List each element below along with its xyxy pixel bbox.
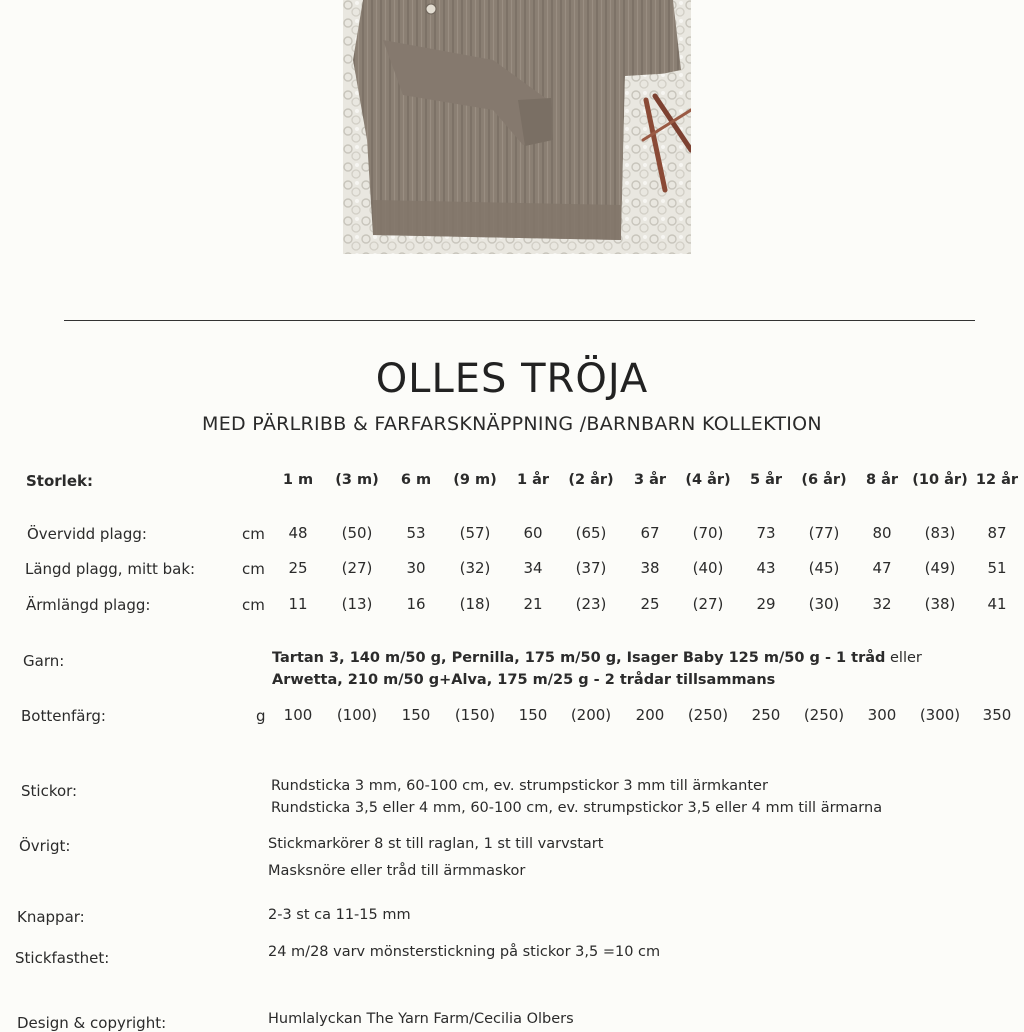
chest-width-cell: 48 (288, 524, 308, 542)
back-length-cell: 43 (756, 559, 776, 577)
base-color-cell: 150 (401, 706, 431, 724)
base-color-cell: 200 (635, 706, 665, 724)
buttons-value: 2-3 st ca 11-15 mm (268, 907, 411, 923)
gauge-value: 24 m/28 varv mönsterstickning på stickor 3,5 =10 cm (268, 944, 661, 960)
sleeve-length-cell: 11 (288, 595, 308, 613)
gauge-label: Stickfasthet: (15, 949, 110, 967)
pattern-title: OLLES TRÖJA (375, 356, 649, 402)
base-color-cell: 150 (518, 706, 548, 724)
yarn-line-1-bold: Tartan 3, 140 m/50 g, Pernilla, 175 m/50 g, Isager Baby 125 m/50 g - 1 tråd (272, 650, 886, 666)
base-color-cell: (100) (336, 706, 378, 724)
back-length-cell: 47 (872, 559, 892, 577)
size-label: Storlek: (26, 472, 93, 490)
needles-line-1: Rundsticka 3 mm, 60-100 cm, ev. strumpstickor 3 mm till ärmkanter (271, 778, 768, 794)
buttons-label: Knappar: (17, 908, 85, 926)
size-cell: 1 m (282, 472, 314, 488)
base-color-unit: g (256, 707, 266, 725)
size-cell: (3 m) (335, 472, 379, 488)
base-color-cell: (250) (803, 706, 845, 724)
base-color-label: Bottenfärg: (21, 707, 106, 725)
sleeve-length-label: Ärmlängd plagg: (26, 596, 151, 614)
sleeve-length-cell: 29 (756, 595, 776, 613)
chest-width-cell: 53 (406, 524, 426, 542)
other-line-2: Masksnöre eller tråd till ärmmaskor (268, 863, 526, 879)
sleeve-length-cell: 16 (406, 595, 426, 613)
sleeve-length-cell: (30) (808, 595, 840, 613)
other-label: Övrigt: (19, 837, 71, 855)
chest-width-cell: 73 (756, 524, 776, 542)
chest-width-cell: (83) (924, 524, 956, 542)
chest-width-cell: 87 (987, 524, 1007, 542)
size-cell: 3 år (633, 472, 667, 488)
size-cell: (6 år) (801, 472, 847, 488)
size-cell: (2 år) (568, 472, 614, 488)
sleeve-length-cell: (18) (459, 595, 491, 613)
back-length-cell: 30 (406, 559, 426, 577)
product-photo (343, 0, 691, 254)
back-length-cell: (27) (341, 559, 373, 577)
chest-width-cell: (77) (808, 524, 840, 542)
base-color-cell: 100 (283, 706, 313, 724)
sleeve-length-cell: (27) (692, 595, 724, 613)
chest-width-cell: (70) (692, 524, 724, 542)
design-label: Design & copyright: (17, 1014, 167, 1032)
base-color-cell: (300) (919, 706, 961, 724)
sleeve-length-cell: 21 (523, 595, 543, 613)
chest-width-cell: 80 (872, 524, 892, 542)
other-line-1: Stickmarkörer 8 st till raglan, 1 st till varvstart (268, 836, 604, 852)
base-color-cell: 250 (751, 706, 781, 724)
back-length-cell: 51 (987, 559, 1007, 577)
base-color-cell: 300 (867, 706, 897, 724)
base-color-cell: 350 (982, 706, 1012, 724)
size-cell: (4 år) (685, 472, 731, 488)
back-length-cell: (32) (459, 559, 491, 577)
size-cell: 6 m (400, 472, 432, 488)
back-length-cell: 38 (640, 559, 660, 577)
sleeve-length-cell: 41 (987, 595, 1007, 613)
back-length-unit: cm (242, 560, 265, 578)
chest-width-cell: (50) (341, 524, 373, 542)
back-length-cell: (45) (808, 559, 840, 577)
chest-width-unit: cm (242, 525, 265, 543)
back-length-cell: 34 (523, 559, 543, 577)
design-value: Humlalyckan The Yarn Farm/Cecilia Olbers (268, 1011, 574, 1027)
chest-width-cell: 67 (640, 524, 660, 542)
needles-line-2: Rundsticka 3,5 eller 4 mm, 60-100 cm, ev. strumpstickor 3,5 eller 4 mm till ärmarna (271, 800, 883, 816)
back-length-label: Längd plagg, mitt bak: (25, 560, 196, 578)
size-cell: 1 år (516, 472, 550, 488)
base-color-cell: (200) (570, 706, 612, 724)
size-cell: (9 m) (453, 472, 497, 488)
sleeve-length-cell: 25 (640, 595, 660, 613)
pattern-subtitle: MED PÄRLRIBB & FARFARSKNÄPPNING /BARNBARN KOLLEKTION (202, 413, 822, 435)
sleeve-length-cell: (38) (924, 595, 956, 613)
size-cell: (10 år) (912, 472, 968, 488)
back-length-cell: (40) (692, 559, 724, 577)
back-length-cell: (49) (924, 559, 956, 577)
size-cell: 12 år (975, 472, 1019, 488)
yarn-line-1-tail: eller (885, 650, 922, 666)
chest-width-cell: (57) (459, 524, 491, 542)
divider-line (64, 320, 975, 321)
yarn-line-2: Arwetta, 210 m/50 g+Alva, 175 m/25 g - 2 trådar tillsammans (272, 672, 776, 688)
sleeve-length-cell: (13) (341, 595, 373, 613)
size-cell: 5 år (749, 472, 783, 488)
size-cell: 8 år (865, 472, 899, 488)
chest-width-label: Övervidd plagg: (27, 525, 147, 543)
sleeve-length-cell: (23) (575, 595, 607, 613)
base-color-cell: (250) (687, 706, 729, 724)
back-length-cell: 25 (288, 559, 308, 577)
back-length-cell: (37) (575, 559, 607, 577)
chest-width-cell: (65) (575, 524, 607, 542)
yarn-label: Garn: (23, 652, 65, 670)
base-color-cell: (150) (454, 706, 496, 724)
sleeve-length-unit: cm (242, 596, 265, 614)
sleeve-length-cell: 32 (872, 595, 892, 613)
sweater-illustration (343, 0, 691, 254)
yarn-line-1 (272, 650, 922, 666)
needles-label: Stickor: (21, 782, 78, 800)
chest-width-cell: 60 (523, 524, 543, 542)
